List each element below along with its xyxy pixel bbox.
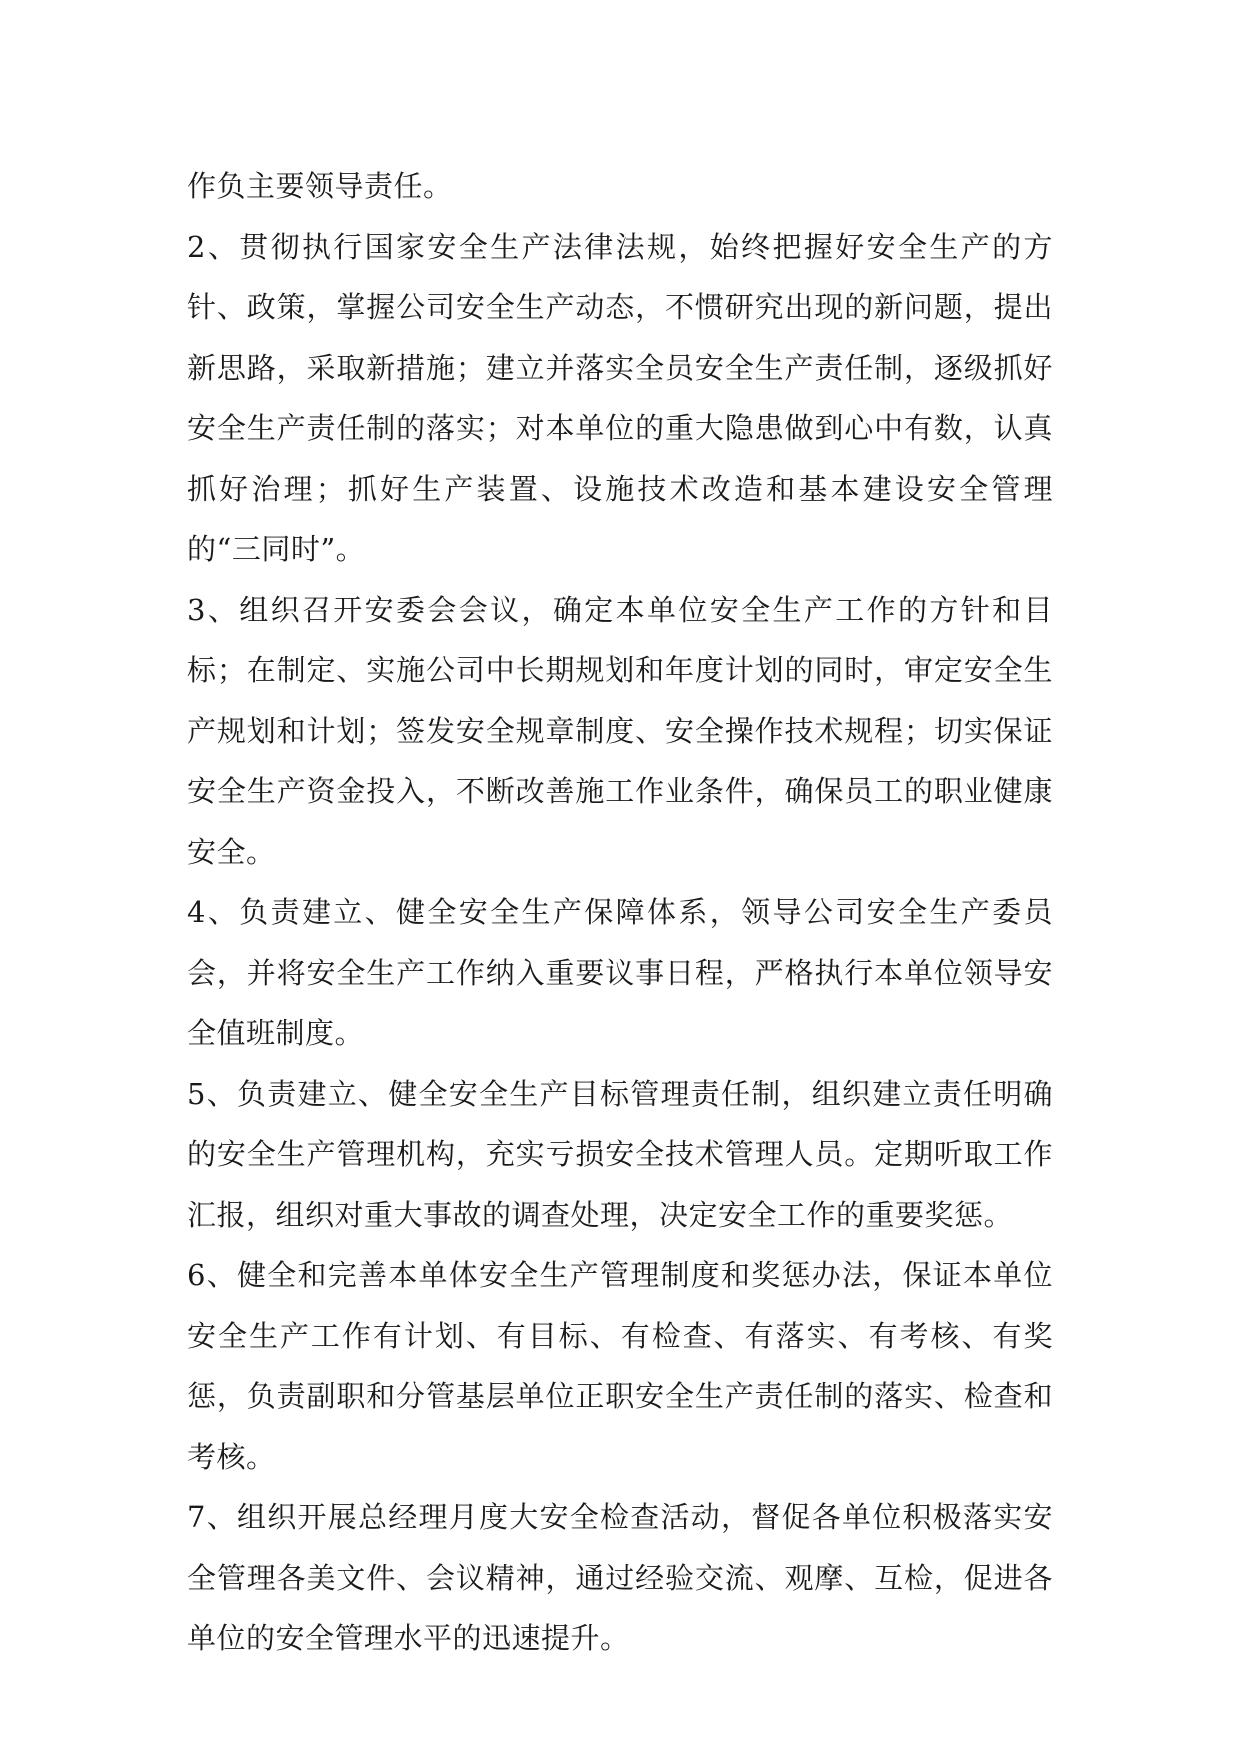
paragraph-item-4: 4、负责建立、健全安全生产保障体系，领导公司安全生产委员会，并将安全生产工作纳入重要议事日程，严格执行本单位领导安全值班制度。 [187, 895, 1053, 1050]
paragraph-item-5: 5、负责建立、健全安全生产目标管理责任制，组织建立责任明确的安全生产管理机构，充实亏损安全技术管理人员。定期听取工作汇报，组织对重大事故的调查处理，决定安全工作的重要奖惩。 [187, 1076, 1053, 1232]
paragraph-item-7: 7、组织开展总经理月度大安全检查活动，督促各单位积极落实安全管理各美文件、会议精神，通过经验交流、观摩、互检，促进各单位的安全管理水平的迅速提升。 [187, 1500, 1053, 1655]
paragraph-item-3: 3、组织召开安委会会议，确定本单位安全生产工作的方针和目标；在制定、实施公司中长期规划和年度计划的同时，审定安全生产规划和计划；签发安全规章制度、安全操作技术规程；切实保证安全生产资金投入，不断改善施工作业条件，确保员工的职业健康安全。 [187, 592, 1053, 869]
paragraph-item-6: 6、健全和完善本单体安全生产管理制度和奖惩办法，保证本单位安全生产工作有计划、有目标、有检查、有落实、有考核、有奖惩，负责副职和分管基层单位正职安全生产责任制的落实、检查和考核。 [187, 1258, 1053, 1474]
document-body [187, 156, 1053, 1669]
paragraph-item-2: 2、贯彻执行国家安全生产法律法规，始终把握好安全生产的方针、政策，掌握公司安全生产动态，不惯研究出现的新问题，提出新思路，采取新措施；建立并落实全员安全生产责任制，逐级抓好安全生产责任制的落实；对本单位的重大隐患做到心中有数，认真抓好治理；抓好生产装置、设施技术改造和基本建设安全管理的“三同时”。 [187, 229, 1053, 566]
paragraph-continuation: 作负主要领导责任。 [187, 169, 453, 203]
